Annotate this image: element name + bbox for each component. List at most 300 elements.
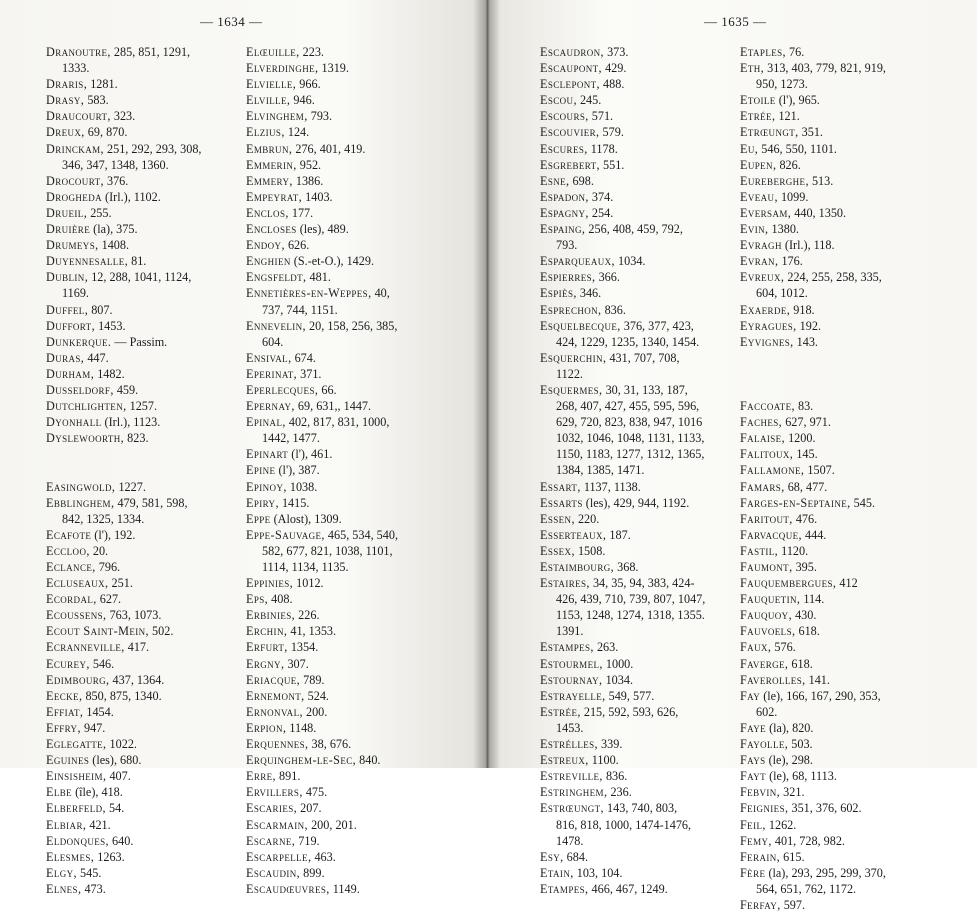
index-entry — [46, 865, 201, 881]
entry-references: 850, 875, 1340. — [82, 688, 162, 703]
entry-references: 1148. — [286, 720, 317, 735]
entry-headword: Eppinies, — [246, 576, 294, 591]
entry-continuation: 842, 1325, 1334. — [62, 511, 145, 526]
entry-references: 1137, 1138. — [580, 479, 641, 494]
index-entry — [46, 833, 201, 849]
entry-references: (les), 680. — [89, 753, 142, 768]
index-entry — [46, 382, 201, 398]
index-entry — [246, 639, 398, 655]
entry-continuation: 737, 744, 1151. — [262, 302, 338, 317]
entry-references: 323. — [110, 109, 136, 124]
entry-continuation: 1032, 1046, 1048, 1131, 1133, — [556, 431, 705, 446]
entry-headword: Evin, — [740, 222, 769, 237]
entry-references: 251, 292, 293, 308, — [103, 141, 202, 156]
index-entry — [540, 575, 705, 591]
entry-references: 545. — [850, 495, 875, 510]
entry-references: 395. — [792, 560, 817, 574]
entry-references: 1482. — [94, 366, 125, 381]
entry-references: 215, 592, 593, 626, — [580, 704, 679, 719]
entry-headword: Eglegatte, — [46, 737, 107, 752]
entry-references: 421. — [86, 817, 111, 832]
entry-headword: Drasy, — [46, 93, 85, 108]
entry-references: 1034. — [614, 254, 646, 269]
entry-headword: Epinoy, — [246, 479, 287, 494]
index-entry — [46, 623, 201, 639]
entry-references: 674. — [291, 350, 316, 365]
entry-headword: Escours, — [540, 109, 589, 124]
index-entry — [540, 141, 705, 157]
entry-references: 1257. — [126, 399, 158, 414]
entry-headword: Drocourt, — [46, 173, 104, 188]
index-entry — [246, 269, 398, 285]
index-entry — [540, 76, 705, 92]
index-entry — [246, 44, 398, 60]
entry-headword: Empeyrat, — [246, 189, 303, 204]
entry-references: 81. — [128, 254, 147, 269]
entry-references: 255. — [87, 205, 112, 220]
entry-headword: Espierres, — [540, 270, 596, 285]
index-entry — [540, 672, 705, 688]
index-entry — [246, 656, 398, 672]
index-entry — [46, 575, 201, 591]
entry-references: 408. — [268, 592, 293, 607]
entry-references: 431, 707, 708, — [606, 350, 680, 365]
entry-headword: Erquinghem-le-Sec, — [246, 753, 357, 768]
entry-headword: Epinal, — [246, 415, 286, 430]
index-entry — [740, 124, 886, 140]
entry-references: 313, 403, 779, 821, 919, — [764, 61, 886, 76]
entry-references: 571. — [588, 109, 614, 124]
entry-headword: Eppe — [246, 511, 271, 526]
entry-headword: Essen, — [540, 511, 575, 526]
entry-headword: Estaimbourg, — [540, 560, 615, 574]
entry-headword: Elbe — [46, 785, 73, 800]
entry-references: 20. — [89, 543, 109, 558]
index-entry — [540, 124, 705, 140]
entry-references: 430. — [792, 608, 817, 623]
entry-references: 1149. — [329, 881, 360, 896]
entry-headword: Faux, — [740, 640, 772, 655]
index-entry — [246, 92, 398, 108]
entry-headword: Etain, — [540, 865, 574, 880]
index-entry — [540, 688, 705, 704]
index-entry — [246, 479, 398, 495]
entry-headword: Embrun, — [246, 141, 293, 156]
entry-references: 1507. — [804, 463, 835, 478]
index-entry — [740, 414, 886, 430]
entry-headword: Erfurt, — [246, 640, 288, 655]
entry-references: 192. — [796, 318, 821, 333]
entry-headword: Elzius, — [246, 125, 285, 140]
entry-headword: Estreux, — [540, 753, 589, 768]
entry-references: (le), 298. — [765, 753, 813, 768]
entry-references: (Alost), 1309. — [270, 511, 342, 526]
entry-references: 640. — [109, 833, 134, 848]
entry-headword: Estrélles, — [540, 737, 598, 752]
index-entry — [740, 833, 886, 849]
entry-references: 618. — [795, 624, 820, 639]
entry-references: 513. — [808, 173, 834, 188]
entry-references: (Irl.), 1102. — [102, 189, 161, 204]
entry-headword: Estournay, — [540, 672, 603, 687]
entry-headword: Eyvignes, — [740, 334, 794, 349]
entry-headword: Estrœungt, — [540, 801, 604, 816]
entry-continuation: 793. — [556, 238, 578, 253]
entry-references: 223. — [299, 45, 324, 59]
entry-references: 502. — [149, 624, 174, 639]
entry-headword: Effiat, — [46, 704, 84, 719]
entry-references: (Irl.), 118. — [781, 238, 835, 253]
entry-headword: Drinckam, — [46, 141, 104, 156]
entry-references: 891. — [276, 769, 301, 784]
index-entry — [46, 591, 201, 607]
entry-continuation: 1391. — [556, 624, 584, 639]
index-entry — [540, 382, 705, 398]
entry-references: 1453. — [95, 318, 126, 333]
entry-headword: Ernonval, — [246, 704, 303, 719]
entry-references: 187. — [606, 527, 631, 542]
entry-headword: Ernemont, — [246, 688, 305, 703]
entry-headword: Ensival, — [246, 350, 292, 365]
entry-references: 475. — [302, 785, 328, 800]
entry-headword: Etrœungt, — [740, 125, 799, 140]
entry-headword: Faumont, — [740, 560, 793, 574]
entry-headword: Espadon, — [540, 189, 589, 204]
entry-headword: Draris, — [46, 77, 88, 92]
index-entry — [246, 221, 398, 237]
entry-headword: Femy, — [740, 833, 772, 848]
entry-references: 40, — [371, 286, 390, 301]
index-entry — [740, 591, 886, 607]
entry-headword: Etoile — [740, 93, 776, 108]
index-entry — [246, 462, 398, 478]
entry-headword: Dyonhall — [46, 415, 102, 430]
entry-continuation: 1478. — [556, 833, 584, 848]
entry-references: 177. — [288, 205, 314, 220]
entry-references: 69, 631,, 1447. — [294, 399, 372, 414]
entry-references: 524. — [304, 688, 329, 703]
index-entry — [46, 398, 201, 414]
entry-headword: Escarpelle, — [246, 849, 312, 864]
entry-references: 1508. — [574, 543, 606, 558]
index-entry — [740, 334, 886, 350]
index-entry — [46, 237, 201, 253]
entry-headword: Engsfeldt, — [246, 270, 307, 285]
index-entry — [246, 350, 398, 366]
entry-headword: Dunkerque. — [46, 334, 112, 349]
entry-headword: Encloses — [246, 222, 297, 237]
entry-references: 1120. — [778, 543, 809, 558]
index-entry — [46, 366, 201, 382]
index-entry — [46, 414, 201, 430]
entry-headword: Falaise, — [740, 431, 786, 446]
index-entry — [46, 173, 201, 189]
entry-references: 41, 1353. — [287, 624, 337, 639]
entry-headword: Eccloo, — [46, 543, 90, 558]
entry-headword: Druière — [46, 222, 91, 237]
index-entry — [246, 527, 398, 543]
entry-headword: Duffort, — [46, 318, 96, 333]
entry-headword: Dreux, — [46, 125, 85, 140]
index-entry — [740, 495, 886, 511]
left-column-2 — [246, 44, 398, 897]
entry-headword: Faccoate, — [740, 399, 795, 414]
entry-headword: Esparqueaux, — [540, 254, 615, 269]
right-column-1 — [540, 44, 705, 897]
index-entry — [46, 720, 201, 736]
entry-references: 1380. — [768, 222, 799, 237]
entry-headword: Feil, — [740, 817, 766, 832]
index-entry — [740, 543, 886, 559]
entry-references: 346. — [576, 286, 602, 301]
index-entry — [246, 318, 398, 334]
entry-headword: Ecafote — [46, 527, 92, 542]
right-page-number: — 1635 — — [704, 14, 767, 29]
entry-references: 836. — [602, 769, 628, 784]
entry-continuation: 816, 818, 1000, 1474-1476, — [556, 817, 692, 832]
entry-references: 12, 288, 1041, 1124, — [88, 270, 192, 285]
index-entry — [46, 205, 201, 221]
index-entry — [540, 800, 705, 816]
entry-references: (les), 489. — [296, 222, 349, 237]
entry-references: 618. — [788, 656, 813, 671]
entry-references: 34, 35, 94, 383, 424- — [589, 576, 695, 591]
entry-headword: Escaudron, — [540, 45, 605, 59]
index-entry — [46, 92, 201, 108]
index-entry — [540, 752, 705, 768]
index-entry — [246, 591, 398, 607]
index-entry — [740, 479, 886, 495]
entry-references: 627, 971. — [782, 415, 831, 430]
index-entry — [540, 881, 705, 897]
entry-headword: Esquerchin, — [540, 350, 607, 365]
index-entry — [740, 511, 886, 527]
entry-references: 285, 851, 1291, — [110, 45, 191, 59]
entry-references: 207. — [297, 801, 322, 816]
entry-references: 1022. — [106, 737, 137, 752]
entry-continuation: 604. — [262, 334, 284, 349]
entry-headword: Einsisheim, — [46, 769, 107, 784]
entry-headword: Eureberghe, — [740, 173, 809, 188]
entry-references: 463. — [311, 849, 336, 864]
index-entry — [540, 768, 705, 784]
entry-references: 719. — [295, 833, 320, 848]
entry-headword: Elville, — [246, 93, 291, 108]
entry-references: 429. — [602, 61, 627, 76]
entry-headword: Effry, — [46, 720, 81, 735]
entry-references: 473. — [81, 881, 106, 896]
entry-headword: Escarmain, — [246, 817, 309, 832]
index-entry — [540, 849, 705, 865]
entry-references: 952. — [296, 157, 322, 172]
index-entry — [46, 672, 201, 688]
index-entry — [246, 865, 398, 881]
entry-headword: Elberfeld, — [46, 801, 106, 816]
entry-references: 376. — [103, 173, 129, 188]
index-entry — [246, 108, 398, 124]
index-entry — [740, 157, 886, 173]
entry-headword: Faritout, — [740, 511, 793, 526]
entry-headword: Evragh — [740, 238, 782, 253]
entry-headword: Faverolles, — [740, 672, 806, 687]
entry-continuation: 1442, 1477. — [262, 431, 320, 446]
entry-headword: Esprechon, — [540, 302, 602, 317]
index-entry — [540, 704, 705, 720]
entry-continuation: 629, 720, 823, 838, 947, 1016 — [556, 415, 703, 430]
entry-headword: Escaudin, — [246, 865, 301, 880]
entry-headword: Estampes, — [540, 640, 594, 655]
entry-continuation: 582, 677, 821, 1038, 1101, — [262, 543, 393, 558]
entry-references: 698. — [569, 173, 594, 188]
index-entry — [740, 720, 886, 736]
index-entry — [740, 462, 886, 478]
entry-headword: Elvielle, — [246, 77, 297, 92]
entry-references: (le), 166, 167, 290, 353, — [760, 688, 881, 703]
index-entry — [740, 736, 886, 752]
entry-headword: Eversam, — [740, 205, 792, 220]
entry-headword: Esgrebert, — [540, 157, 600, 172]
entry-headword: Epinart — [246, 447, 289, 462]
entry-references: (l'), 192. — [91, 527, 136, 542]
entry-continuation: 424, 1229, 1235, 1340, 1454. — [556, 334, 700, 349]
entry-references: 103, 104. — [573, 865, 623, 880]
entry-continuation: 346, 347, 1348, 1360. — [62, 157, 169, 172]
index-entry — [46, 253, 201, 269]
entry-references: 437, 1364. — [109, 672, 165, 687]
entry-references: 69, 870. — [84, 125, 128, 140]
index-entry — [740, 108, 886, 124]
entry-references: 263. — [593, 640, 619, 655]
entry-references: 545. — [77, 865, 102, 880]
index-entry — [246, 575, 398, 591]
entry-headword: Esclepont, — [540, 77, 600, 92]
index-entry — [246, 76, 398, 92]
entry-headword: Escarne, — [246, 833, 296, 848]
entry-headword: Escaries, — [246, 801, 298, 816]
entry-references: 597. — [780, 897, 806, 912]
index-entry — [740, 173, 886, 189]
entry-references: 826. — [776, 157, 801, 172]
entry-headword: Eriacque, — [246, 672, 301, 687]
index-entry — [46, 656, 201, 672]
entry-references: 143. — [793, 334, 818, 349]
entry-headword: Eclance, — [46, 560, 96, 574]
entry-headword: Endoy, — [246, 238, 285, 253]
entry-references: 236. — [607, 785, 632, 800]
entry-references: (l'), 387. — [275, 463, 320, 478]
entry-headword: Erre, — [246, 769, 276, 784]
index-entry — [540, 656, 705, 672]
index-entry — [740, 237, 886, 253]
index-entry — [46, 44, 201, 60]
entry-headword: Duras, — [46, 350, 85, 365]
entry-references: 141. — [805, 672, 830, 687]
index-entry — [740, 189, 886, 205]
entry-headword: Erquennes, — [246, 737, 309, 752]
entry-headword: Elnes, — [46, 881, 82, 896]
index-entry — [540, 157, 705, 173]
entry-references: 763, 1073. — [106, 608, 162, 623]
entry-headword: Duyennesalle, — [46, 254, 129, 269]
entry-headword: Fay — [740, 688, 761, 703]
index-entry — [540, 221, 705, 237]
index-entry — [540, 173, 705, 189]
entry-headword: Eu, — [740, 141, 759, 156]
index-entry — [246, 800, 398, 816]
index-entry — [46, 817, 201, 833]
entry-references: 307. — [284, 656, 309, 671]
entry-references: 1403. — [302, 189, 333, 204]
entry-headword: Ecout Saint-Mein, — [46, 624, 149, 639]
entry-references: 1100. — [588, 753, 619, 768]
entry-references: 549, 577. — [605, 688, 655, 703]
entry-references: 947. — [80, 720, 106, 735]
entry-headword: Eguines — [46, 753, 90, 768]
index-entry — [740, 607, 886, 623]
entry-headword: Eperlecques, — [246, 382, 319, 397]
entry-headword: Ecranneville, — [46, 640, 125, 655]
entry-references: 412 — [836, 576, 858, 591]
entry-references: (l'), 965. — [775, 93, 820, 108]
entry-references: 254. — [588, 205, 614, 220]
entry-headword: Ennetières-en-Weppes, — [246, 286, 372, 301]
index-entry — [740, 768, 886, 784]
entry-references: 918. — [790, 302, 815, 317]
index-entry — [46, 639, 201, 655]
entry-headword: Fère — [740, 865, 766, 880]
entry-headword: Erchin, — [246, 624, 288, 639]
entry-continuation: 1453. — [556, 720, 584, 735]
entry-references: 1319. — [318, 61, 349, 76]
index-entry — [740, 672, 886, 688]
entry-references: 966. — [296, 77, 321, 92]
entry-references: 176. — [778, 254, 803, 269]
index-entry — [540, 60, 705, 76]
entry-references: 339. — [598, 737, 623, 752]
index-entry — [740, 398, 886, 414]
index-entry — [246, 768, 398, 784]
entry-headword: Erpion, — [246, 720, 287, 735]
index-entry — [740, 800, 886, 816]
entry-references: 376, 377, 423, — [620, 318, 694, 333]
index-entry — [740, 205, 886, 221]
entry-references: 401, 728, 982. — [771, 833, 845, 848]
index-entry — [246, 237, 398, 253]
entry-headword: Ennevelin, — [246, 318, 306, 333]
entry-references: 145. — [793, 447, 818, 462]
index-entry — [540, 639, 705, 655]
index-entry — [46, 302, 201, 318]
index-entry — [540, 865, 705, 881]
entry-headword: Fayt — [740, 769, 767, 784]
entry-headword: Enclos, — [246, 205, 289, 220]
entry-references: 551. — [599, 157, 625, 172]
index-entry — [740, 60, 886, 76]
entry-headword: Ervillers, — [246, 785, 303, 800]
index-entry — [740, 44, 886, 60]
entry-headword: Eps, — [246, 592, 269, 607]
entry-references: 1262. — [765, 817, 797, 832]
index-entry — [46, 543, 201, 559]
entry-references: 481. — [306, 270, 331, 285]
index-entry — [740, 784, 886, 800]
entry-headword: Dutchlighten, — [46, 399, 127, 414]
entry-references: 823. — [124, 431, 149, 446]
entry-headword: Espagny, — [540, 205, 589, 220]
index-entry — [246, 752, 398, 768]
index-entry — [740, 253, 886, 269]
entry-references: 789. — [300, 672, 325, 687]
